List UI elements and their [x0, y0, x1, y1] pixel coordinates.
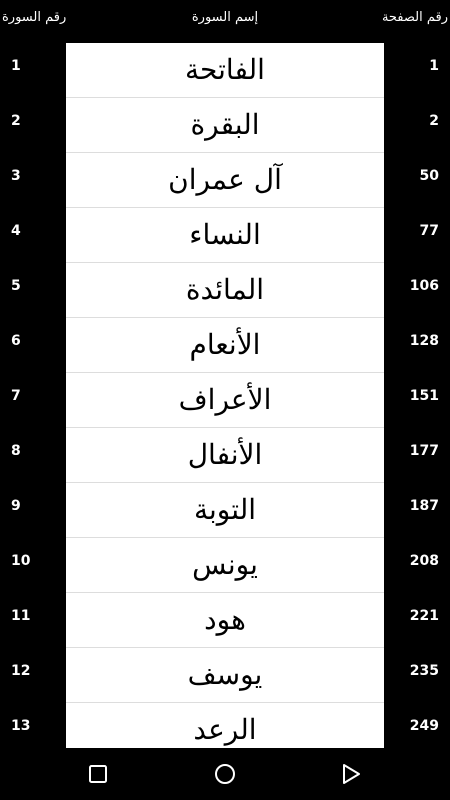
surah-name: المائدة [185, 273, 265, 306]
surah-number: 1 [11, 58, 21, 74]
surah-number: 8 [11, 443, 21, 459]
surah-name-header: إسم السورة [191, 10, 259, 25]
surah-number: 10 [11, 553, 31, 569]
surah-name-cell[interactable] [66, 538, 384, 593]
page-number: 106 [409, 278, 439, 294]
page-number: 1 [429, 58, 439, 74]
home-button[interactable] [211, 760, 239, 788]
surah-row[interactable] [0, 153, 450, 208]
surah-name-cell[interactable] [66, 373, 384, 428]
back-icon [337, 760, 365, 788]
page-number: 249 [409, 718, 439, 734]
surah-name: الفاتحة [185, 53, 265, 86]
page-number: 151 [409, 388, 439, 404]
surah-row[interactable] [0, 703, 450, 748]
surah-number: 6 [11, 333, 21, 349]
page-number: 235 [409, 663, 439, 679]
surah-name: النساء [189, 218, 261, 251]
page-number: 77 [419, 223, 439, 239]
surah-number: 7 [11, 388, 21, 404]
recent-apps-button[interactable] [84, 760, 112, 788]
surah-name-cell[interactable] [66, 483, 384, 538]
surah-name-cell[interactable] [66, 428, 384, 483]
surah-number: 13 [11, 718, 31, 734]
surah-name: يونس [192, 548, 258, 581]
home-icon [211, 760, 239, 788]
surah-name: التوبة [193, 493, 257, 526]
page-number: 2 [429, 113, 439, 129]
surah-name-cell[interactable] [66, 263, 384, 318]
surah-list[interactable] [0, 43, 450, 748]
surah-name: الرعد [193, 713, 257, 746]
surah-number: 3 [11, 168, 21, 184]
page-number: 50 [419, 168, 439, 184]
page-number: 128 [409, 333, 439, 349]
surah-name: الأنفال [187, 438, 263, 471]
surah-number: 5 [11, 278, 21, 294]
surah-number-header: رقم السورة [2, 10, 67, 25]
surah-name: يوسف [187, 658, 263, 691]
surah-number: 2 [11, 113, 21, 129]
surah-name: البقرة [190, 108, 260, 141]
surah-row[interactable] [0, 538, 450, 593]
surah-name-cell[interactable] [66, 318, 384, 373]
surah-row[interactable] [0, 483, 450, 538]
surah-name-cell[interactable] [66, 648, 384, 703]
surah-name-cell[interactable] [66, 593, 384, 648]
surah-row[interactable] [0, 593, 450, 648]
page-number: 177 [409, 443, 439, 459]
system-navigation-bar [0, 748, 450, 800]
surah-name-cell[interactable] [66, 43, 384, 98]
surah-number: 11 [11, 608, 31, 624]
surah-row[interactable] [0, 428, 450, 483]
surah-row[interactable] [0, 648, 450, 703]
surah-row[interactable] [0, 208, 450, 263]
column-header [0, 0, 450, 43]
surah-number: 4 [11, 223, 21, 239]
page-number: 221 [409, 608, 439, 624]
back-button[interactable] [337, 760, 365, 788]
surah-row[interactable] [0, 263, 450, 318]
surah-number: 12 [11, 663, 31, 679]
surah-row[interactable] [0, 98, 450, 153]
surah-row[interactable] [0, 43, 450, 98]
surah-name: آل عمران [168, 163, 282, 196]
surah-name-cell[interactable] [66, 98, 384, 153]
page-number: 187 [409, 498, 439, 514]
surah-name: هود [204, 603, 246, 636]
recent-apps-icon [84, 760, 112, 788]
page-number-header: رقم الصفحة [381, 10, 448, 25]
surah-row[interactable] [0, 318, 450, 373]
surah-name: الأنعام [189, 328, 261, 361]
surah-name-cell[interactable] [66, 153, 384, 208]
surah-row[interactable] [0, 373, 450, 428]
surah-name-cell[interactable] [66, 208, 384, 263]
surah-number: 9 [11, 498, 21, 514]
surah-name: الأعراف [178, 383, 272, 416]
surah-name-cell[interactable] [66, 703, 384, 748]
page-number: 208 [409, 553, 439, 569]
